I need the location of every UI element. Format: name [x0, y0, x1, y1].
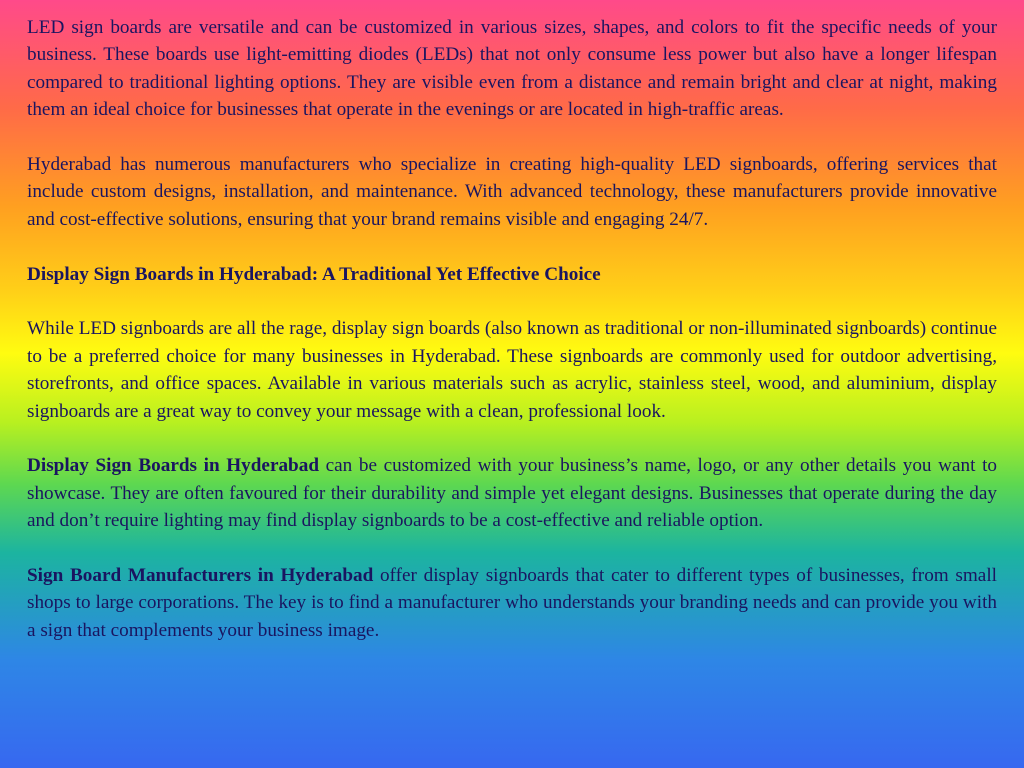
paragraph-manufacturers	[27, 562, 997, 644]
paragraph-customization-text: can be customized with your business’s name, logo, or any other details you want to showcase. They are often favoured for their durability and simple yet elegant designs. Businesses that operate during the day and don’t require lighting may find display signboards to be a cost-effective and reliable option.	[27, 455, 997, 532]
bold-phrase-sign-board-manufacturers: Sign Board Manufacturers in Hyderabad	[27, 565, 374, 587]
paragraph-manufacturers-text: offer display signboards that cater to different types of businesses, from small shops to large corporations. The key is to find a manufacturer who understands your branding needs and can provide you with a sign that complements your business image.	[27, 565, 997, 641]
paragraph-hyderabad-manufacturers: Hyderabad has numerous manufacturers who specialize in creating high-quality LED signboards, offering services that include custom designs, installation, and maintenance. With advanced technology, these manufacturers provide innovative and cost-effective solutions, ensuring that your brand remains visible and engaging 24/7.	[27, 154, 997, 230]
paragraph-led-signboards: LED sign boards are versatile and can be customized in various sizes, shapes, and colors to fit the specific needs of your business. These boards use light-emitting diodes (LEDs) that not only consume less power but also have a longer lifespan compared to traditional lighting options. They are visible even from a distance and remain bright and clear at night, making them an ideal choice for businesses that operate in the evenings or are located in high-traffic areas.	[27, 17, 997, 121]
section-heading: Display Sign Boards in Hyderabad: A Traditional Yet Effective Choice	[27, 263, 601, 285]
paragraph-customization	[27, 452, 997, 534]
bold-phrase-display-sign-boards: Display Sign Boards in Hyderabad	[27, 455, 319, 477]
paragraph-display-signboards: While LED signboards are all the rage, display sign boards (also known as traditional or non-illuminated signboards) continue to be a preferred choice for many businesses in Hyderabad. These signboards are commonly used for outdoor advertising, storefronts, and office spaces. Available in various materials such as acrylic, stainless steel, wood, and aluminium, display signboards are a great way to convey your message with a clean, professional look.	[27, 318, 997, 422]
document-body	[27, 14, 997, 672]
